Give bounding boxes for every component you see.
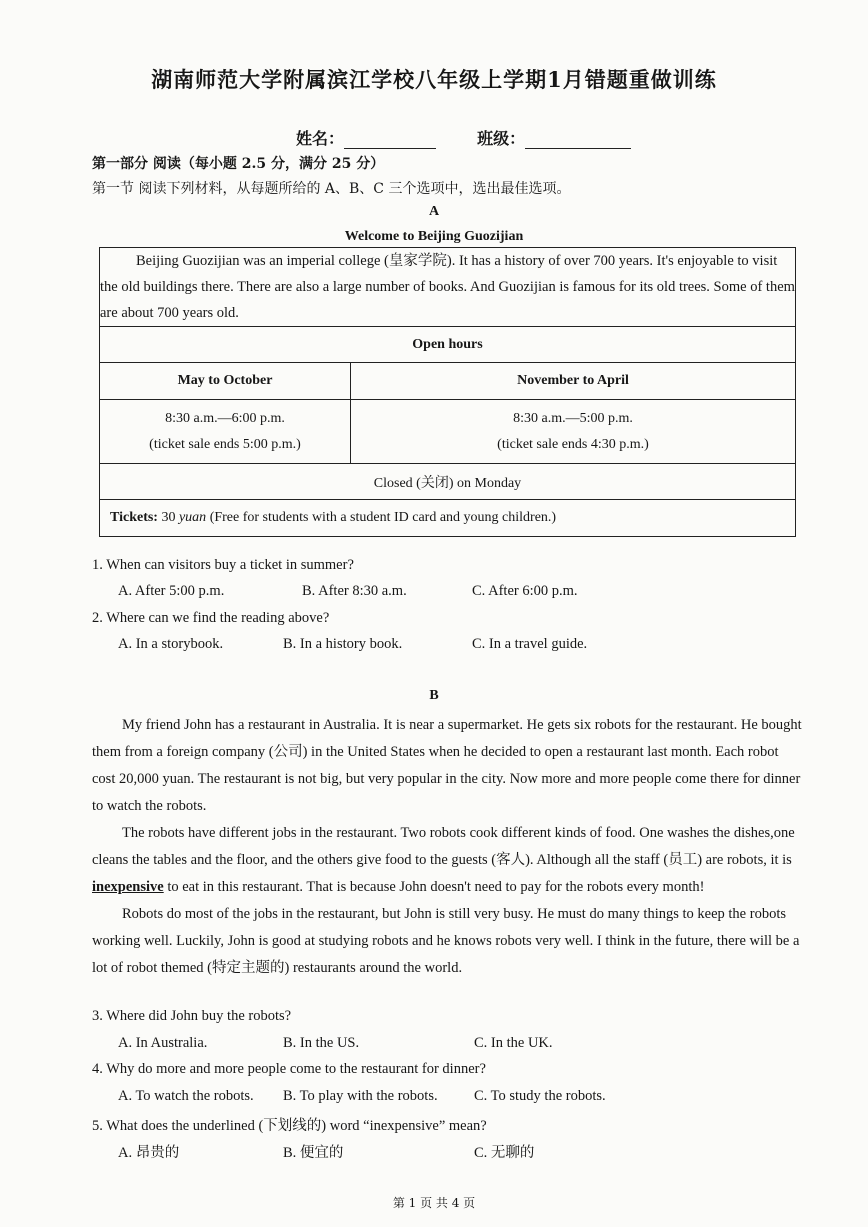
q5-option-a[interactable]: A. 昂贵的 (118, 1145, 180, 1161)
underlined-word: inexpensive (92, 879, 164, 895)
page-title: 湖南师范大学附属滨江学校八年级上学期1月错题重做训练 (151, 67, 717, 92)
question-2-stem: 2. Where can we find the reading above? (92, 610, 330, 626)
passage-a-heading: Welcome to Beijing Guozijian (344, 229, 524, 244)
q1-option-b[interactable]: B. After 8:30 a.m. (302, 583, 407, 599)
part-title: 第一部分 阅读（每小题 2.5 分，满分 25 分） (92, 156, 385, 172)
tickets-row (100, 500, 796, 537)
q4-option-c[interactable]: C. To study the robots. (474, 1088, 606, 1104)
passage-b-text (92, 712, 804, 982)
question-3-stem: 3. Where did John buy the robots? (92, 1008, 292, 1024)
p2-text-after: to eat in this restaurant. That is because John doesn't need to pay for the robots every month! (163, 879, 705, 895)
question-1-stem: 1. When can visitors buy a ticket in summer? (92, 557, 354, 573)
p2-text-before: The robots have different jobs in the restaurant. Two robots cook different kinds of food. One washes the dishes,one cleans the tables and the floor, and the others give food to the guests (客人). Although all the staff (员工) are robots, it is (92, 825, 795, 868)
summer-time: 8:30 a.m.—6:00 p.m. (165, 410, 285, 426)
q2-option-b[interactable]: B. In a history book. (283, 636, 403, 652)
passage-b-paragraph-2 (92, 820, 804, 901)
winter-time: 8:30 a.m.—5:00 p.m. (513, 410, 633, 426)
intro-cell (100, 248, 796, 327)
summer-ticket-note: (ticket sale ends 5:00 p.m.) (149, 436, 301, 452)
q4-option-a[interactable]: A. To watch the robots. (118, 1088, 254, 1104)
intro-text: Beijing Guozijian was an imperial college (皇家学院). It has a history of over 700 years. It's enjoyable to visit the old buildings there. There are also a large number of books. And Guozijian is famous for its old trees. Some of them are about 700 years old. (100, 253, 795, 321)
question-4-stem: 4. Why do more and more people come to the restaurant for dinner? (92, 1061, 486, 1077)
student-info-row (296, 126, 631, 149)
passage-b-paragraph-3: Robots do most of the jobs in the restaurant, but John is still very busy. He must do many things to keep the robots working well. Luckily, John is good at studying robots and he knows robots very well. I think in the future, there will be a lot of robot themed (特定主题的) restaurants around the world. (92, 906, 800, 976)
name-blank[interactable] (344, 132, 436, 149)
q3-option-b[interactable]: B. In the US. (283, 1035, 360, 1051)
open-hours-label: Open hours (100, 327, 796, 363)
tickets-label: Tickets: (110, 510, 158, 525)
winter-hours-cell (351, 400, 796, 464)
page-footer: 第 1 页 共 4 页 (392, 1196, 476, 1210)
q5-option-c[interactable]: C. 无聊的 (474, 1145, 535, 1161)
section-instruction: 第一节 阅读下列材料，从每题所给的 A、B、C 三个选项中，选出最佳选项。 (92, 181, 571, 197)
passage-a-letter: A (428, 204, 440, 219)
class-label: 班级： (477, 129, 526, 148)
summer-hours-cell (100, 400, 351, 464)
q1-option-a[interactable]: A. After 5:00 p.m. (118, 583, 225, 599)
name-label: 姓名： (296, 129, 345, 148)
q2-option-c[interactable]: C. In a travel guide. (472, 636, 588, 652)
guozijian-info-table (99, 247, 796, 537)
winter-ticket-note: (ticket sale ends 4:30 p.m.) (497, 436, 649, 452)
passage-b-paragraph-1: My friend John has a restaurant in Australia. It is near a supermarket. He gets six robots for the restaurant. He bought them from a foreign company (公司) in the United States when he decided to open a restaurant last month. Each robot cost 20,000 yuan. The restaurant is not big, but very popular in the city. Now more and more people come there for dinner to watch the robots. (92, 717, 802, 814)
col-november-april: November to April (351, 363, 796, 400)
q3-option-c[interactable]: C. In the UK. (474, 1035, 553, 1051)
class-blank[interactable] (525, 132, 631, 149)
q1-option-c[interactable]: C. After 6:00 p.m. (472, 583, 578, 599)
col-may-october: May to October (100, 363, 351, 400)
closed-note: Closed (关闭) on Monday (100, 464, 796, 500)
q4-option-b[interactable]: B. To play with the robots. (283, 1088, 438, 1104)
question-5-stem: 5. What does the underlined (下划线的) word “inexpensive” mean? (92, 1118, 487, 1134)
tickets-rest: (Free for students with a student ID card and young children.) (209, 510, 557, 525)
passage-b-letter: B (429, 688, 439, 703)
tickets-price: 30 (161, 510, 176, 525)
tickets-unit: yuan (178, 510, 207, 525)
q2-option-a[interactable]: A. In a storybook. (118, 636, 224, 652)
q3-option-a[interactable]: A. In Australia. (118, 1035, 208, 1051)
q5-option-b[interactable]: B. 便宜的 (283, 1145, 344, 1161)
